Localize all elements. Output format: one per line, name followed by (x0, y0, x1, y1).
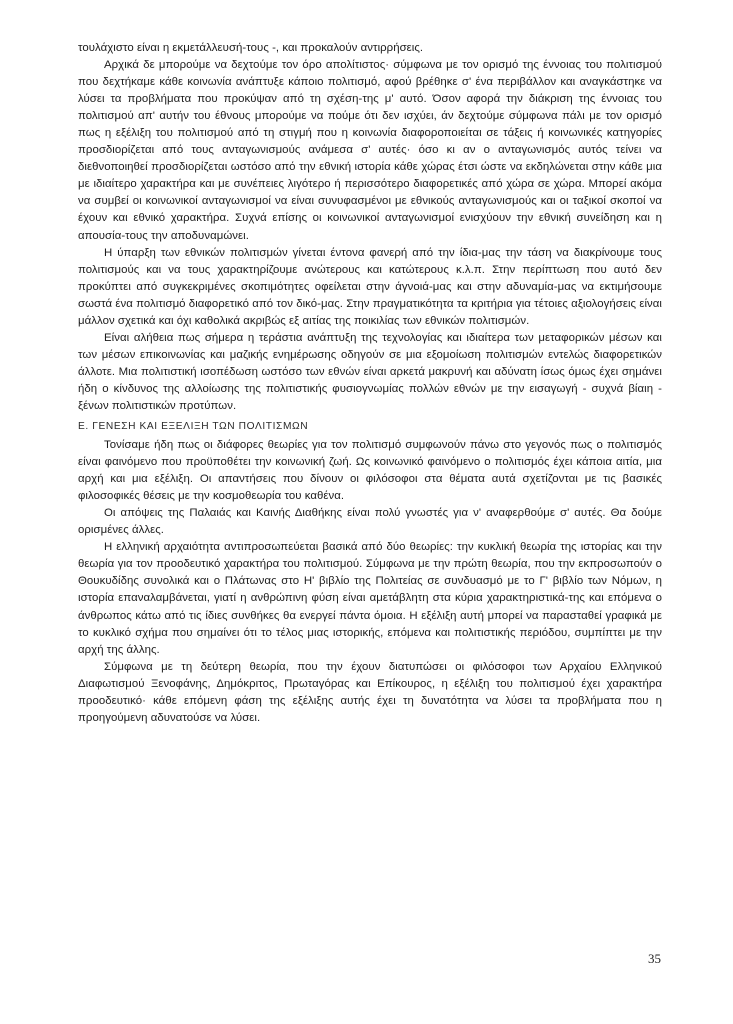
paragraph: Τονίσαμε ήδη πως οι διάφορες θεωρίες για τον πολιτισμό συμφωνούν πάνω στο γεγονός πως ο πολιτισμός είναι φαινόμενο που προϋποθέτει την κοινωνική ζωή. Ως κοινωνικό φαινόμενο ο πολιτισμός έχει κάποια αιτία, μια αρχή και μια εξέλιξη. Οι απαντήσεις που δίνουν οι φιλόσοφοι στα θέματα αυτά σχετίζονται με τις βασικές φιλοσοφικές θέσεις με την κοσμοθεωρία του καθένα. (78, 439, 662, 503)
paragraph: Σύμφωνα με τη δεύτερη θεωρία, που την έχουν διατυπώσει οι φιλόσοφοι των Αρχαίου Ελληνικού Διαφωτισμού Ξενοφάνης, Δημόκριτος, Πρωταγόρας και Επίκουρος, η εξέλιξη του πολιτισμού έχει χαρακτήρα προοδευτικό· κάθε επόμενη φάση της εξέλιξης αυτής έχει τη δυνατότητα να λύσει τα προβλήματα που η προηγούμενη αδυνατούσε να λύσει. (78, 660, 662, 724)
paragraph: Οι απόψεις της Παλαιάς και Καινής Διαθήκης είναι πολύ γνωστές για ν' αναφερθούμε σ' αυτές. Θα δούμε ορισμένες άλλες. (78, 507, 662, 537)
paragraph: Είναι αλήθεια πως σήμερα η τεράστια ανάπτυξη της τεχνολογίας και ιδιαίτερα των μεταφορικών μέσων και των μέσων επικοινωνίας και μαζικής ενημέρωσης οδηγούν σε μια εξομοίωση πολιτισμών εντελώς διαφορετικών άλλοτε. Μια πολιτιστική ισοπέδωση ωστόσο των εθνών είναι αρκετά μακρυνή και αδύνατη ίσως όμως έχει σημάνει ήδη ο κίνδυνος της αλλοίωσης της πολιτιστικής φυσιογνωμίας πολλών εθνών με την εισαγωγή - συχνά βίαιη - ξένων πολιτιστικών προτύπων. (78, 331, 662, 412)
page-number: 35 (648, 951, 661, 966)
section-heading: Ε. ΓΕΝΕΣΗ ΚΑΙ ΕΞΕΛΙΞΗ ΤΩΝ ΠΟΛΙΤΙΣΜΩΝ (78, 421, 309, 433)
paragraph: Η ελληνική αρχαιότητα αντιπροσωπεύεται βασικά από δύο θεωρίες: την κυκλική θεωρία της ιστορίας και την θεωρία για τον προοδευτικό χαρακτήρα του πολιτισμού. Σύμφωνα με την πρώτη θεωρία, που την εκπροσωπούν ο Θουκυδίδης συνολικά και ο Πλάτωνας στο Η' βιβλίο της Πολιτείας σε συνδυασμό με το Γ' βιβλίο των Νόμων, η ιστορία επαναλαμβάνεται, γιατί η ανθρώπινη φύση είναι αμετάβλητη στα κύρια χαρακτηριστικά-της και επόμενα ο άνθρωπος κάτω από τις ίδιες συνθήκες θα ενεργεί πάντα όμοια. Η εξέλιξη αυτή μπορεί να παρασταθεί γραφικά με το κυκλικό σχήμα που σημαίνει ότι το τέλος μιας ιστορικής, επόμενα και πολιτιστικής περιόδου, συμπίπτει με την αρχή της άλλης. (78, 541, 662, 656)
paragraph: Η ύπαρξη των εθνικών πολιτισμών γίνεται έντονα φανερή από την ίδια-μας την τάση να διακρίνουμε τους πολιτισμούς και να τους χαρακτηρίζουμε ανώτερους και κατώτερους κ.λ.π. Στην περίπτωση που αυτό δεν προκύπτει από συγκεκριμένες σκοπιμότητες οφείλεται στην άγνοιά-μας και στην αδυναμία-μας να εκτιμήσουμε σωστά ένα πολιτισμό διαφορετικό από τον δικό-μας. Στην πραγματικότητα τα κριτήρια για τέτοιες αξιολογήσεις είναι μάλλον σχετικά και όχι καθολικά ακριβώς εξ αιτίας της ποικιλίας των εθνικών πολιτισμών. (78, 246, 662, 327)
paragraph: Αρχικά δε μπορούμε να δεχτούμε τον όρο απολίτιστος· σύμφωνα με τον ορισμό της έννοιας του πολιτισμού που δεχτήκαμε κάθε κοινωνία ανάπτυξε κάποιο πολιτισμό, αφού βρέθηκε σ' ένα περιβάλλον και αναγκάστηκε να λύσει τα προβλήματα που προκύψαν από τη σχέση-της μ' αυτό. Όσον αφορά την διάκριση της έννοιας του πολιτισμού απ' αυτήν του έθνους μπορούμε να πούμε ότι δεν ισχύει, άν δεχτούμε σύμφωνα πάλι με τον ορισμό πως η εξέλιξη του πολιτισμού από τη στιγμή που η κοινωνία διαφοροποιείται σε τάξεις ή κοινωνικές κατηγορίες προσδιορίζεται από τους ανταγωνισμούς ανάμεσα σ' αυτές· όσο κι αν ο ανταγωνισμός αυτός τείνει να διεθνοποιηθεί προσδιορίζεται ωστόσο από την εθνική ιστορία κάθε χώρας έτσι ώστε να εκδηλώνεται στην κάθε μια με ιδιαίτερο χαρακτήρα και με συνέπειες λιγότερο ή περισσότερο διαφορετικές από χώρα σε χώρα. Μπορεί ακόμα να συμβεί οι κοινωνικοί ανταγωνισμοί να είναι συνυφασμένοι με εθνικούς ανταγωνισμούς και οι ταξικοί σκοποί να έχουν και εθνικό χαρακτήρα. Συχνά επίσης οι κοινωνικοί ανταγωνισμοί ενισχύουν την εθνική συνείδηση και η απουσία-τους την αποδυναμώνει. (78, 59, 662, 242)
paragraph-continuation: τουλάχιστο είναι η εκμετάλλευσή-τους -, και προκαλούν αντιρρήσεις. (78, 42, 424, 54)
body-text (78, 40, 662, 727)
